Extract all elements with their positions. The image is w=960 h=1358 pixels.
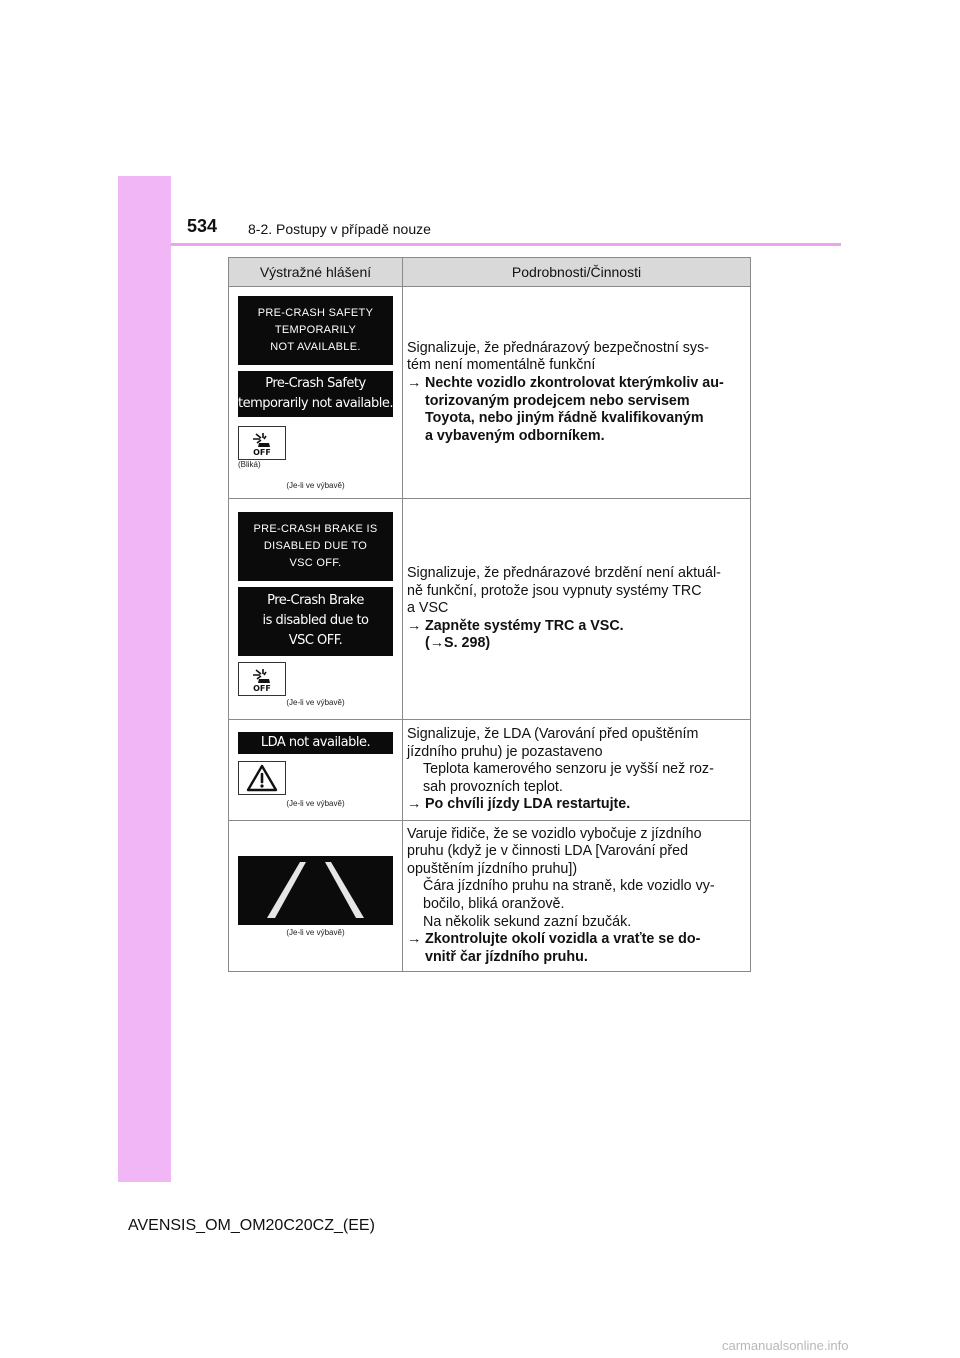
- equipment-note: (Je-li ve výbavě): [286, 480, 345, 490]
- table-row: [229, 499, 751, 720]
- bullet-line: sah provozních teplot.: [423, 778, 563, 795]
- details-cell: [403, 287, 751, 499]
- lane-lines-icon: [238, 856, 393, 925]
- display-message-multi: Pre-Crash Safety temporarily not available.: [238, 371, 393, 417]
- page-number: 534: [187, 216, 218, 236]
- table-row: [229, 287, 751, 499]
- action-line: Zapněte systémy TRC a VSC.: [425, 617, 624, 634]
- column-header-warning: Výstražné hlášení: [229, 258, 403, 287]
- arrow-icon: →: [407, 617, 422, 634]
- arrow-icon: →: [407, 931, 422, 948]
- warning-triangle-icon: [238, 761, 286, 795]
- arrow-icon: →: [407, 796, 422, 813]
- action-line: Zkontrolujte okolí vozidla a vraťte se do-: [425, 931, 701, 948]
- equipment-note: (Je-li ve výbavě): [286, 799, 345, 808]
- icon-caption: (Bliká): [238, 459, 261, 469]
- display-message-mid: PRE-CRASH BRAKE IS DISABLED DUE TO VSC OFF.: [238, 512, 393, 581]
- svg-text:OFF: OFF: [253, 683, 271, 692]
- description-line: Signalizuje, že přednárazový bezpečnostní sys-: [407, 339, 709, 356]
- bullet-line: Na několik sekund zazní bzučák.: [423, 913, 632, 930]
- svg-text:OFF: OFF: [253, 447, 271, 456]
- action-line: Toyota, nebo jiným řádně kvalifikovaným: [425, 410, 704, 427]
- description-line: Signalizuje, že LDA (Varování před opuštěním: [407, 726, 699, 743]
- table-header-row: [229, 258, 751, 287]
- bullet-line: Teplota kamerového senzoru je vyšší než roz-: [423, 761, 714, 778]
- action-line: torizovaným prodejcem nebo servisem: [425, 392, 690, 409]
- description-line: ně funkční, protože jsou vypnuty systémy TRC: [407, 582, 702, 599]
- description-line: Signalizuje, že přednárazové brzdění není aktuál-: [407, 565, 721, 582]
- display-message-multi: LDA not available.: [238, 732, 393, 754]
- warning-images: [229, 296, 402, 490]
- equipment-note: (Je-li ve výbavě): [286, 927, 345, 937]
- description-line: tém není momentálně funkční: [407, 357, 596, 374]
- section-title: 8-2. Postupy v případě nouze: [248, 221, 431, 237]
- description-line: opuštěním jízdního pruhu]): [407, 860, 578, 877]
- action-line: a vybaveným odborníkem.: [425, 427, 605, 444]
- details-cell: [403, 499, 751, 720]
- warning-images-cell: [229, 720, 403, 821]
- warning-images: [229, 732, 402, 808]
- action-line: vnitř čar jízdního pruhu.: [425, 948, 588, 965]
- display-message-multi: Pre-Crash Brake is disabled due to VSC OFF.: [238, 587, 393, 656]
- details-cell: [403, 720, 751, 821]
- action-line: (→S. 298): [425, 635, 491, 652]
- bullet-line: bočilo, bliká oranžově.: [423, 896, 565, 912]
- bullet-line: Čára jízdního pruhu na straně, kde vozidlo vy-: [423, 878, 715, 895]
- document-code: AVENSIS_OM_OM20C20CZ_(EE): [128, 1217, 375, 1234]
- description-line: pruhu (když je v činnosti LDA [Varování před: [407, 843, 689, 860]
- warning-images-cell: [229, 821, 403, 972]
- warning-images-cell: [229, 499, 403, 720]
- warning-message-table: [228, 257, 751, 972]
- action-line: Po chvíli jízdy LDA restartujte.: [425, 796, 631, 813]
- watermark: carmanualsonline.info: [722, 1338, 849, 1353]
- description-line: Varuje řidiče, že se vozidlo vybočuje z jízdního: [407, 825, 702, 842]
- warning-images: [229, 512, 402, 707]
- pre-crash-off-icon: [238, 662, 286, 696]
- pre-crash-off-icon: [238, 426, 286, 460]
- warning-images-cell: [229, 287, 403, 499]
- description-line: a VSC: [407, 600, 449, 617]
- column-header-details: Podrobnosti/Činnosti: [403, 258, 751, 287]
- arrow-icon: →: [407, 374, 422, 391]
- header-rule: [171, 243, 841, 246]
- table-row: [229, 720, 751, 821]
- action-line: Nechte vozidlo zkontrolovat kterýmkoliv au-: [425, 374, 724, 391]
- warning-images: [229, 856, 402, 937]
- description-line: jízdního pruhu) je pozastaveno: [407, 743, 603, 760]
- display-message-mid: PRE-CRASH SAFETY TEMPORARILY NOT AVAILABLE.: [238, 296, 393, 365]
- table-row: [229, 821, 751, 972]
- side-band: [118, 176, 171, 1182]
- details-cell: [403, 821, 751, 972]
- equipment-note: (Je-li ve výbavě): [286, 697, 345, 707]
